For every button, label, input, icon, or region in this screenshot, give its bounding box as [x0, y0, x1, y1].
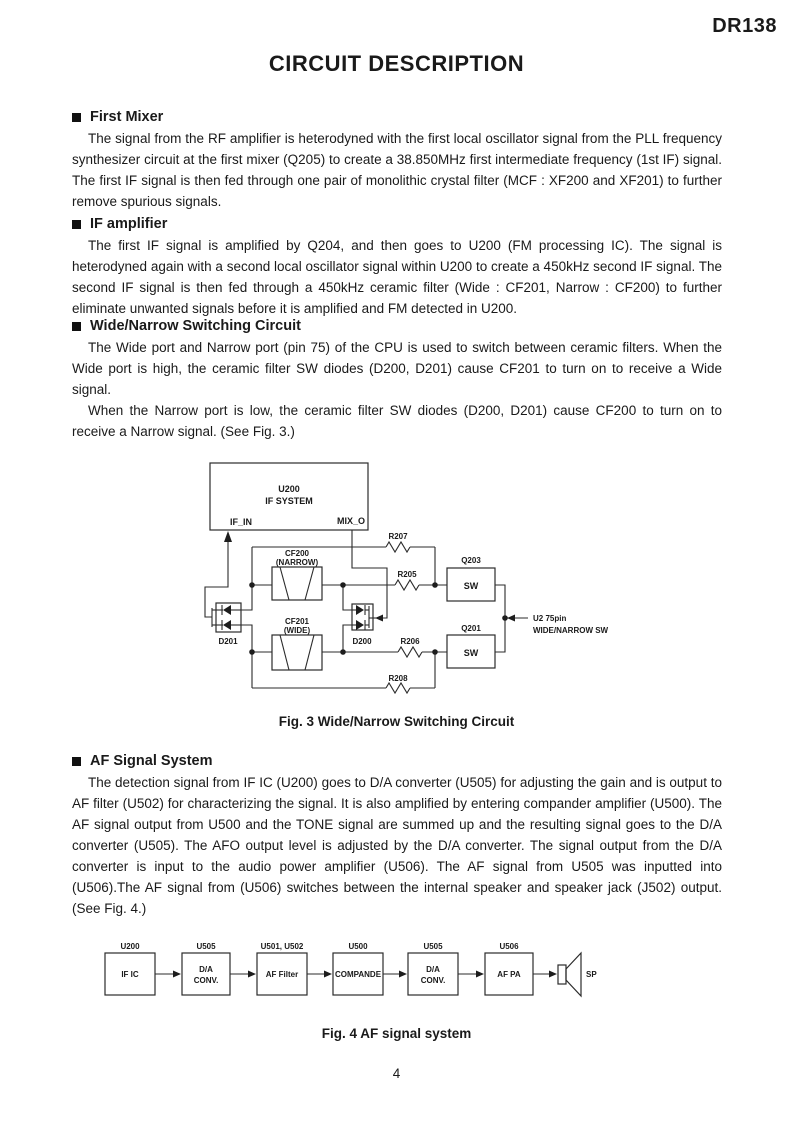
fig4-block-ref: U505: [196, 942, 216, 951]
fig4-block-ref: U200: [120, 942, 140, 951]
body-paragraph: The detection signal from IF IC (U200) goes to D/A converter (U505) for adjusting the gain and is output to AF filter (U502) for characterizing the signal. It is also amplified by entering compander amplifier (U500). The AF signal output from U500 and the TONE signal are summed up and the resulting signal goes to the D/A converter (U505). The AFO output level is adjusted by the D/A converter. The signal output from the D/A converter is input to the audio power amplifier (U506). The AF signal from U505 was inputted into (U506).The AF signal from (U506) switches between the internal speaker and speaker jack (J502) output. (See Fig. 4.): [72, 775, 722, 916]
fig3-cf200-filter: [272, 549, 322, 600]
fig3-r206-ref: R206: [400, 637, 420, 646]
fig3-cf201-mode: (WIDE): [283, 626, 311, 635]
fig4-block-label: AF PA: [497, 970, 521, 979]
body-paragraph: The Wide port and Narrow port (pin 75) of the CPU is used to switch between ceramic filters. When the Wide port is high, the ceramic filter SW diodes (D200, D201) cause CF201 to turn on to receive a Wide signal.: [72, 340, 722, 397]
fig3-u2-pin-arrow: [507, 615, 515, 622]
fig3-r208-ref: R208: [388, 674, 408, 683]
fig4-block-label: IF IC: [121, 970, 139, 979]
body-paragraph: When the Narrow port is low, the ceramic filter SW diodes (D200, D201) cause CF200 to turn on to receive a Narrow signal. (See Fig. 3.): [72, 403, 722, 439]
fig3-r207-ref: R207: [388, 532, 408, 541]
section-heading-text: AF Signal System: [90, 753, 213, 769]
fig4-block-label: COMPANDE: [334, 970, 382, 979]
fig3-d200-diodes: [352, 604, 376, 646]
section-af-signal-system: [72, 751, 722, 919]
fig3-cf201-ref: CF201: [284, 617, 310, 626]
fig4-block-label: AF Filter: [265, 970, 299, 979]
page-title: CIRCUIT DESCRIPTION: [268, 51, 525, 76]
square-bullet-icon: [72, 322, 81, 331]
fig3-caption: Fig. 3 Wide/Narrow Switching Circuit: [278, 714, 515, 729]
section-wide-narrow: [72, 316, 722, 442]
fig3-wide-narrow-schematic: [0, 440, 793, 705]
fig4-af-signal-diagram: [0, 935, 793, 1005]
fig3-u200-ref: U200: [278, 484, 300, 494]
fig4-block-if-ic: [105, 942, 155, 995]
fig3-u2-pin-label-line2: WIDE/NARROW SW: [533, 626, 609, 635]
fig4-block-da-conv-2: [408, 942, 458, 995]
doc-code: DR138: [712, 15, 777, 37]
fig3-q201-label: SW: [463, 648, 479, 658]
section-heading-text: Wide/Narrow Switching Circuit: [90, 318, 301, 334]
fig3-u200-name: IF SYSTEM: [265, 496, 313, 506]
fig3-pin-if-in: IF_IN: [229, 517, 253, 527]
fig3-cf201-filter: [272, 617, 322, 670]
fig3-u200-block: [210, 463, 368, 530]
page-number: 4: [392, 1066, 401, 1081]
section-heading: [72, 214, 722, 235]
fig3-q203-label: SW: [463, 581, 479, 591]
section-first-mixer: [72, 107, 722, 212]
section-heading-text: First Mixer: [90, 109, 164, 125]
fig3-cf200-ref: CF200: [284, 549, 310, 558]
fig4-block-label: D/A: [426, 965, 440, 974]
section-heading-text: IF amplifier: [90, 216, 168, 232]
fig4-block-label: CONV.: [420, 976, 446, 985]
fig4-caption: Fig. 4 AF signal system: [321, 1026, 472, 1041]
section-heading: [72, 751, 722, 772]
fig4-block-label: D/A: [199, 965, 213, 974]
square-bullet-icon: [72, 220, 81, 229]
fig4-block-ref: U506: [499, 942, 519, 951]
section-heading: [72, 107, 722, 128]
section-heading: [72, 316, 722, 337]
fig3-pin-mix-o: MIX_O: [336, 516, 366, 526]
fig4-block-ref: U501, U502: [260, 942, 304, 951]
fig4-block-compander: [333, 942, 383, 995]
fig3-q203-ref: Q203: [461, 556, 481, 565]
body-paragraph: The signal from the RF amplifier is heterodyned with the first local oscillator signal from the PLL frequency synthesizer circuit at the first mixer (Q205) to create a 38.850MHz first intermediate frequency (1st IF) signal. The first IF signal is then fed through one pair of monolithic crystal filter (MCF : XF200 and XF201) to further remove spurious signals.: [72, 131, 722, 209]
fig4-block-da-conv-1: [182, 942, 230, 995]
fig3-u2-pin-label-line1: U2 75pin: [533, 614, 567, 623]
fig4-speaker-label: SP: [586, 970, 597, 979]
fig3-q203-switch: [447, 556, 495, 601]
fig3-cf200-mode: (NARROW): [275, 558, 319, 567]
body-paragraph: The first IF signal is amplified by Q204, and then goes to U200 (FM processing IC). The signal is heterodyned again with a second local oscillator signal within U200 to create a 450kHz second IF signal. The second IF signal is then fed through a 450kHz ceramic filter (Wide : CF201, Narrow : CF200) to further eliminate unwanted signals before it is amplified and FM detected in U200.: [72, 238, 722, 316]
fig3-d201-ref: D201: [218, 637, 238, 646]
fig3-d200-ref: D200: [352, 637, 372, 646]
fig4-block-ref: U500: [348, 942, 368, 951]
fig3-q201-switch: [447, 624, 495, 668]
speaker-icon: [558, 953, 581, 996]
fig3-r205-ref: R205: [397, 570, 417, 579]
fig3-d200-arrow: [375, 615, 383, 622]
fig4-block-af-filter: [257, 942, 307, 995]
fig3-q201-ref: Q201: [461, 624, 481, 633]
fig3-d201-diodes: [216, 603, 241, 646]
fig4-block-ref: U505: [423, 942, 443, 951]
fig4-block-label: CONV.: [193, 976, 219, 985]
square-bullet-icon: [72, 113, 81, 122]
fig3-if-in-arrow: [224, 531, 232, 542]
fig4-block-af-pa: [485, 942, 533, 995]
section-if-amplifier: [72, 214, 722, 319]
square-bullet-icon: [72, 757, 81, 766]
